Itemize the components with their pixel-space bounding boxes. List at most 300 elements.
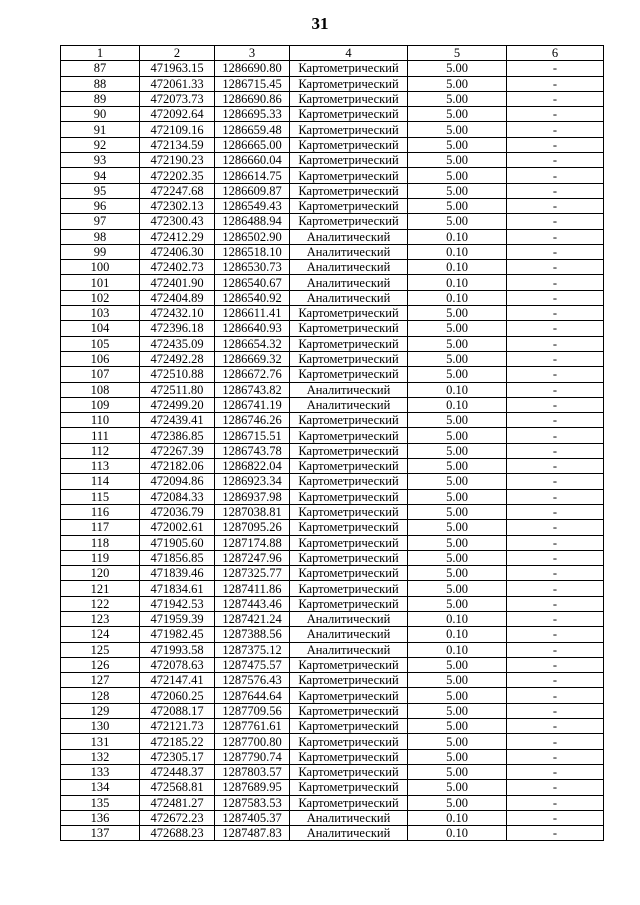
table-cell: 118 (61, 535, 140, 550)
table-cell: 472088.17 (140, 703, 215, 718)
table-cell: 5.00 (408, 321, 507, 336)
table-row (61, 657, 604, 672)
table-row (61, 306, 604, 321)
table-cell: 1286488.94 (215, 214, 290, 229)
table-cell: 5.00 (408, 780, 507, 795)
table-cell: 1286518.10 (215, 244, 290, 259)
table-cell: 1287375.12 (215, 642, 290, 657)
table-cell: 472084.33 (140, 489, 215, 504)
table-cell: - (507, 168, 604, 183)
table-cell: 111 (61, 428, 140, 443)
table-cell: 0.10 (408, 397, 507, 412)
table-row (61, 627, 604, 642)
table-cell: 5.00 (408, 581, 507, 596)
table-cell: - (507, 321, 604, 336)
table-cell: - (507, 229, 604, 244)
table-cell: Картометрический (290, 703, 408, 718)
table-cell: 5.00 (408, 91, 507, 106)
table-cell: 472402.73 (140, 260, 215, 275)
table-cell: 0.10 (408, 382, 507, 397)
table-cell: 472510.88 (140, 367, 215, 382)
table-cell: 5.00 (408, 459, 507, 474)
table-cell: 1286669.32 (215, 351, 290, 366)
table-cell: 472302.13 (140, 198, 215, 213)
table-cell: 472300.43 (140, 214, 215, 229)
table-cell: 471942.53 (140, 596, 215, 611)
table-cell: 1287761.61 (215, 719, 290, 734)
table-cell: 472672.23 (140, 810, 215, 825)
table-cell: 472134.59 (140, 137, 215, 152)
table-cell: 0.10 (408, 611, 507, 626)
table-row (61, 198, 604, 213)
table-cell: 472412.29 (140, 229, 215, 244)
table-cell: 472267.39 (140, 443, 215, 458)
table-row (61, 826, 604, 841)
table-cell: 1286672.76 (215, 367, 290, 382)
table-cell: 1286690.86 (215, 91, 290, 106)
header-cell: 1 (61, 46, 140, 61)
table-cell: 117 (61, 520, 140, 535)
table-cell: 472404.89 (140, 290, 215, 305)
table-cell: 5.00 (408, 749, 507, 764)
table-cell: Картометрический (290, 749, 408, 764)
table-cell: 113 (61, 459, 140, 474)
table-row (61, 137, 604, 152)
table-cell: 5.00 (408, 336, 507, 351)
table-cell: 93 (61, 153, 140, 168)
table-cell: 5.00 (408, 596, 507, 611)
table-cell: 109 (61, 397, 140, 412)
table-cell: 471993.58 (140, 642, 215, 657)
table-cell: - (507, 474, 604, 489)
table-cell: Картометрический (290, 198, 408, 213)
table-cell: 1286614.75 (215, 168, 290, 183)
table-cell: 1287174.88 (215, 535, 290, 550)
table-cell: 97 (61, 214, 140, 229)
table-cell: 125 (61, 642, 140, 657)
table-cell: 1286549.43 (215, 198, 290, 213)
table-cell: 127 (61, 673, 140, 688)
table-cell: - (507, 627, 604, 642)
table-cell: 472439.41 (140, 413, 215, 428)
table-cell: Картометрический (290, 168, 408, 183)
table-cell: - (507, 367, 604, 382)
table-cell: 1287095.26 (215, 520, 290, 535)
table-cell: 472432.10 (140, 306, 215, 321)
table-cell: 472305.17 (140, 749, 215, 764)
table-row (61, 719, 604, 734)
table-cell: - (507, 413, 604, 428)
table-cell: 472121.73 (140, 719, 215, 734)
table-cell: 1286690.80 (215, 61, 290, 76)
table-cell: - (507, 703, 604, 718)
table-cell: 472094.86 (140, 474, 215, 489)
table-cell: 1287790.74 (215, 749, 290, 764)
table-cell: 137 (61, 826, 140, 841)
table-cell: 105 (61, 336, 140, 351)
table-row (61, 459, 604, 474)
table-cell: - (507, 122, 604, 137)
table-row (61, 474, 604, 489)
table-cell: - (507, 428, 604, 443)
table-cell: 1286540.92 (215, 290, 290, 305)
table-row (61, 397, 604, 412)
table-cell: - (507, 61, 604, 76)
table-cell: 5.00 (408, 657, 507, 672)
table-cell: 472435.09 (140, 336, 215, 351)
table-cell: 114 (61, 474, 140, 489)
table-cell: 115 (61, 489, 140, 504)
table-cell: 99 (61, 244, 140, 259)
table-cell: 471839.46 (140, 566, 215, 581)
table-cell: 5.00 (408, 566, 507, 581)
table-cell: 5.00 (408, 703, 507, 718)
table-cell: 130 (61, 719, 140, 734)
table-cell: - (507, 764, 604, 779)
page-number: 31 (311, 14, 329, 33)
table-row (61, 244, 604, 259)
table-row (61, 413, 604, 428)
table-cell: - (507, 504, 604, 519)
table-cell: 1287583.53 (215, 795, 290, 810)
table-cell: 1287576.43 (215, 673, 290, 688)
table-cell: 122 (61, 596, 140, 611)
table-cell: 5.00 (408, 520, 507, 535)
table-cell: 123 (61, 611, 140, 626)
table-cell: - (507, 688, 604, 703)
table-cell: 0.10 (408, 244, 507, 259)
table-cell: 129 (61, 703, 140, 718)
table-cell: - (507, 673, 604, 688)
table-cell: 5.00 (408, 428, 507, 443)
table-cell: 5.00 (408, 76, 507, 91)
table-cell: 120 (61, 566, 140, 581)
table-cell: Картометрический (290, 336, 408, 351)
table-cell: 98 (61, 229, 140, 244)
table-cell: 472190.23 (140, 153, 215, 168)
table-cell: 91 (61, 122, 140, 137)
table-cell: 1286660.04 (215, 153, 290, 168)
table-cell: Аналитический (290, 244, 408, 259)
table-row (61, 810, 604, 825)
table-cell: - (507, 443, 604, 458)
table-cell: 471963.15 (140, 61, 215, 76)
table-cell: - (507, 459, 604, 474)
table-cell: 1287803.57 (215, 764, 290, 779)
table-row (61, 703, 604, 718)
table-cell: 1286746.26 (215, 413, 290, 428)
table-cell: Картометрический (290, 489, 408, 504)
table-cell: - (507, 749, 604, 764)
table-cell: Картометрический (290, 367, 408, 382)
table-cell: 128 (61, 688, 140, 703)
table-cell: Картометрический (290, 504, 408, 519)
header-cell: 5 (408, 46, 507, 61)
table-cell: - (507, 306, 604, 321)
table-row (61, 520, 604, 535)
table-row (61, 61, 604, 76)
table-cell: - (507, 566, 604, 581)
table-cell: 472492.28 (140, 351, 215, 366)
table-row (61, 153, 604, 168)
table-cell: - (507, 550, 604, 565)
table-cell: 472448.37 (140, 764, 215, 779)
table-cell: 5.00 (408, 413, 507, 428)
table-cell: 131 (61, 734, 140, 749)
table-cell: - (507, 826, 604, 841)
table-cell: - (507, 780, 604, 795)
table-cell: 1286741.19 (215, 397, 290, 412)
table-cell: 1286540.67 (215, 275, 290, 290)
table-cell: - (507, 244, 604, 259)
table-cell: 472078.63 (140, 657, 215, 672)
table-cell: - (507, 397, 604, 412)
table-row (61, 260, 604, 275)
table-cell: 126 (61, 657, 140, 672)
table-body (61, 61, 604, 841)
table-cell: 5.00 (408, 367, 507, 382)
table-row (61, 107, 604, 122)
table-cell: Картометрический (290, 535, 408, 550)
table-cell: 472002.61 (140, 520, 215, 535)
header-cell: 3 (215, 46, 290, 61)
table-cell: Аналитический (290, 810, 408, 825)
table-cell: 1287487.83 (215, 826, 290, 841)
table-cell: 104 (61, 321, 140, 336)
table-cell: 119 (61, 550, 140, 565)
table-cell: 90 (61, 107, 140, 122)
table-cell: 96 (61, 198, 140, 213)
table-cell: Аналитический (290, 382, 408, 397)
table-row (61, 336, 604, 351)
table-cell: 110 (61, 413, 140, 428)
table-cell: 5.00 (408, 719, 507, 734)
table-cell: Аналитический (290, 611, 408, 626)
table-row (61, 780, 604, 795)
table-cell: 88 (61, 76, 140, 91)
table-cell: Картометрический (290, 76, 408, 91)
table-cell: 5.00 (408, 489, 507, 504)
table-cell: 103 (61, 306, 140, 321)
table-cell: - (507, 260, 604, 275)
table-cell: Картометрический (290, 688, 408, 703)
table-cell: Картометрический (290, 673, 408, 688)
table-cell: - (507, 137, 604, 152)
table-cell: - (507, 76, 604, 91)
table-cell: Картометрический (290, 443, 408, 458)
table-cell: 1287475.57 (215, 657, 290, 672)
table-row (61, 168, 604, 183)
table-cell: - (507, 336, 604, 351)
table-cell: 5.00 (408, 443, 507, 458)
table-cell: 5.00 (408, 107, 507, 122)
table-cell: 112 (61, 443, 140, 458)
table-cell: 107 (61, 367, 140, 382)
table-cell: 0.10 (408, 826, 507, 841)
table-cell: 5.00 (408, 306, 507, 321)
table-cell: 472499.20 (140, 397, 215, 412)
table-cell: 5.00 (408, 795, 507, 810)
table-cell: 5.00 (408, 214, 507, 229)
table-cell: - (507, 489, 604, 504)
table-cell: 1286640.93 (215, 321, 290, 336)
table-cell: 5.00 (408, 137, 507, 152)
table-cell: 1286611.41 (215, 306, 290, 321)
table-row (61, 489, 604, 504)
table-cell: Аналитический (290, 229, 408, 244)
table-row (61, 581, 604, 596)
table-row (61, 290, 604, 305)
table-cell: - (507, 581, 604, 596)
table-cell: 0.10 (408, 275, 507, 290)
table-cell: - (507, 382, 604, 397)
table-cell: 1287247.96 (215, 550, 290, 565)
table-cell: Картометрический (290, 321, 408, 336)
table-cell: Картометрический (290, 764, 408, 779)
table-cell: Аналитический (290, 290, 408, 305)
table-cell: 1286659.48 (215, 122, 290, 137)
table-cell: 1286715.51 (215, 428, 290, 443)
table-cell: 472396.18 (140, 321, 215, 336)
table-cell: 5.00 (408, 550, 507, 565)
table-cell: Картометрический (290, 306, 408, 321)
table-cell: 1286530.73 (215, 260, 290, 275)
table-cell: 472568.81 (140, 780, 215, 795)
table-cell: Аналитический (290, 275, 408, 290)
table-row (61, 367, 604, 382)
table-row (61, 749, 604, 764)
table-cell: Картометрический (290, 734, 408, 749)
table-row (61, 795, 604, 810)
table-cell: 1287700.80 (215, 734, 290, 749)
table-cell: - (507, 642, 604, 657)
table-cell: 5.00 (408, 168, 507, 183)
table-cell: 0.10 (408, 810, 507, 825)
table-cell: - (507, 719, 604, 734)
table-cell: 1287689.95 (215, 780, 290, 795)
table-cell: 5.00 (408, 734, 507, 749)
table-cell: Аналитический (290, 826, 408, 841)
table-cell: 101 (61, 275, 140, 290)
table-cell: 472109.16 (140, 122, 215, 137)
table-cell: Картометрический (290, 122, 408, 137)
table-cell: 5.00 (408, 351, 507, 366)
table-cell: 5.00 (408, 504, 507, 519)
table-cell: 5.00 (408, 688, 507, 703)
header-cell: 2 (140, 46, 215, 61)
table-cell: 472202.35 (140, 168, 215, 183)
table-cell: 95 (61, 183, 140, 198)
table-cell: - (507, 198, 604, 213)
table-cell: 471856.85 (140, 550, 215, 565)
table-cell: 116 (61, 504, 140, 519)
table-cell: Картометрический (290, 183, 408, 198)
table-cell: - (507, 520, 604, 535)
table-cell: 1286715.45 (215, 76, 290, 91)
table-cell: Картометрический (290, 107, 408, 122)
table-cell: 133 (61, 764, 140, 779)
table-cell: - (507, 183, 604, 198)
table-cell: Аналитический (290, 260, 408, 275)
table-cell: - (507, 214, 604, 229)
table-cell: Аналитический (290, 642, 408, 657)
table-row (61, 76, 604, 91)
table-cell: Картометрический (290, 657, 408, 672)
table-cell: 472511.80 (140, 382, 215, 397)
table-cell: 94 (61, 168, 140, 183)
table-cell: 1287709.56 (215, 703, 290, 718)
table-cell: 472182.06 (140, 459, 215, 474)
table-cell: Картометрический (290, 459, 408, 474)
table-cell: Картометрический (290, 413, 408, 428)
table-cell: 471905.60 (140, 535, 215, 550)
table-cell: 1286609.87 (215, 183, 290, 198)
table-cell: 472481.27 (140, 795, 215, 810)
header-row (61, 46, 604, 61)
table-cell: 136 (61, 810, 140, 825)
table-cell: Картометрический (290, 719, 408, 734)
table-cell: 5.00 (408, 61, 507, 76)
table-cell: - (507, 153, 604, 168)
table-cell: 1286937.98 (215, 489, 290, 504)
table-cell: 102 (61, 290, 140, 305)
table-cell: - (507, 535, 604, 550)
table-cell: 0.10 (408, 260, 507, 275)
table-cell: 1287421.24 (215, 611, 290, 626)
table-cell: 1286695.33 (215, 107, 290, 122)
table-cell: - (507, 795, 604, 810)
table-cell: Картометрический (290, 91, 408, 106)
table-cell: 472092.64 (140, 107, 215, 122)
table-cell: 89 (61, 91, 140, 106)
table-cell: 1287388.56 (215, 627, 290, 642)
table-cell: 1286665.00 (215, 137, 290, 152)
table-cell: 100 (61, 260, 140, 275)
table-cell: 0.10 (408, 627, 507, 642)
table-cell: 1286743.82 (215, 382, 290, 397)
table-row (61, 351, 604, 366)
table-cell: 1286654.32 (215, 336, 290, 351)
table-cell: - (507, 657, 604, 672)
table-row (61, 673, 604, 688)
table-row (61, 382, 604, 397)
table-cell: 5.00 (408, 122, 507, 137)
table-cell: 5.00 (408, 183, 507, 198)
table-cell: 87 (61, 61, 140, 76)
table-row (61, 428, 604, 443)
table-cell: 106 (61, 351, 140, 366)
table-cell: 5.00 (408, 535, 507, 550)
table-cell: Картометрический (290, 566, 408, 581)
table-row (61, 122, 604, 137)
table-row (61, 275, 604, 290)
table-cell: - (507, 91, 604, 106)
table-cell: 1286923.34 (215, 474, 290, 489)
table-cell: Картометрический (290, 137, 408, 152)
table-cell: 5.00 (408, 764, 507, 779)
table-cell: 1287038.81 (215, 504, 290, 519)
table-cell: 471959.39 (140, 611, 215, 626)
table-cell: 135 (61, 795, 140, 810)
table-cell: 5.00 (408, 153, 507, 168)
table-cell: Картометрический (290, 596, 408, 611)
table-cell: Картометрический (290, 61, 408, 76)
table-cell: 134 (61, 780, 140, 795)
table-cell: - (507, 611, 604, 626)
table-cell: 121 (61, 581, 140, 596)
table-row (61, 504, 604, 519)
table-cell: Картометрический (290, 550, 408, 565)
